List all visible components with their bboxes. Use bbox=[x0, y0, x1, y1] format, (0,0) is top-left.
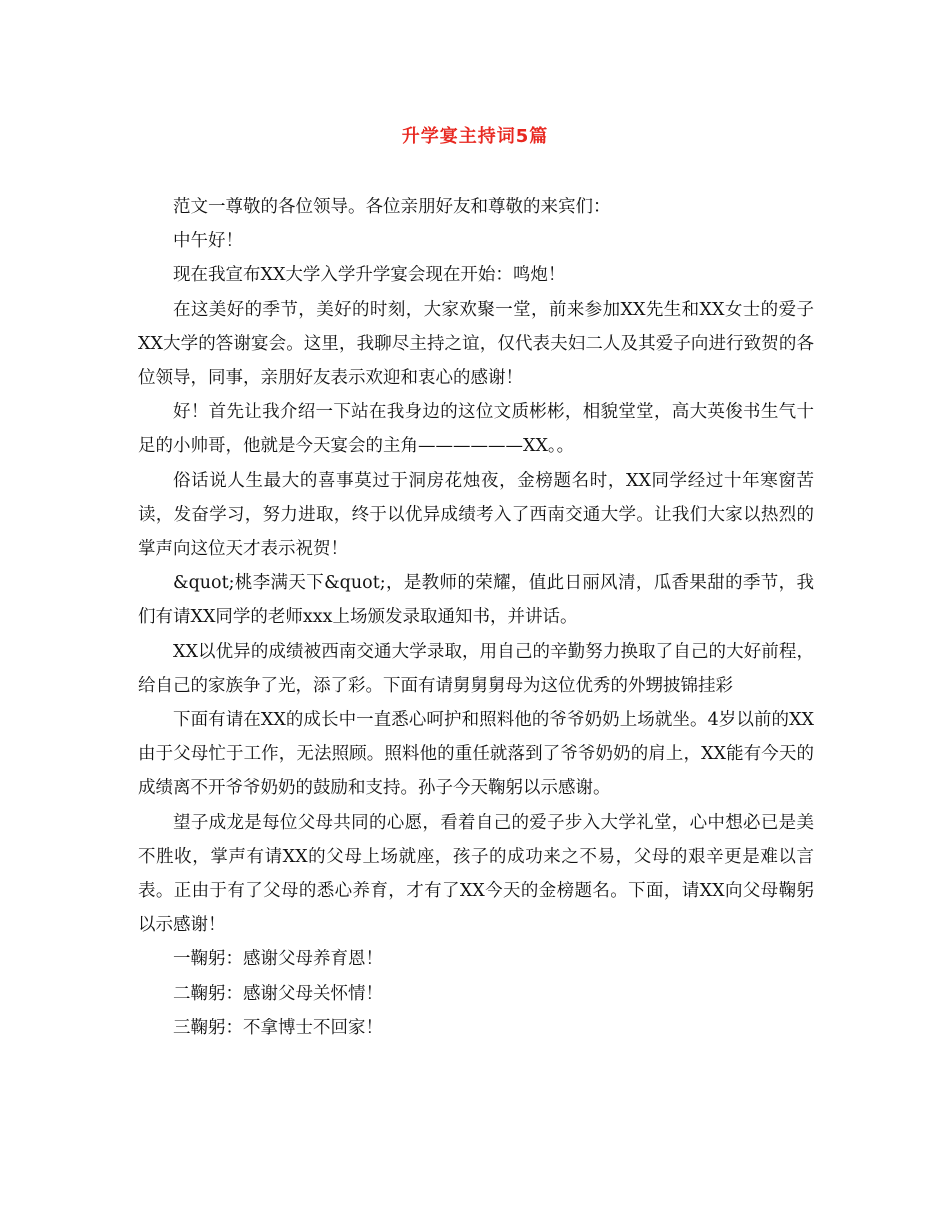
paragraph-welcome: 在这美好的季节，美好的时刻，大家欢聚一堂，前来参加XX先生和XX女士的爱子XX大学的答谢宴会。这里，我聊尽主持之谊，仅代表夫妇二人及其爱子向进行致贺的各位领导，同事，亲朋好友表示欢迎和衷心的感谢！ bbox=[138, 299, 814, 389]
paragraph-introduction: 好！首先让我介绍一下站在我身边的这位文质彬彬，相貌堂堂，高大英俊书生气十足的小帅哥，他就是今天宴会的主角——————XX。。 bbox=[138, 402, 814, 457]
paragraph-teacher: &quot;桃李满天下&quot;，是教师的荣耀，值此日丽风清，瓜香果甜的季节，我们有请XX同学的老师xxx上场颁发录取通知书，并讲话。 bbox=[138, 573, 814, 628]
paragraph-third-bow: 三鞠躬：不拿博士不回家！ bbox=[173, 1017, 383, 1038]
paragraph-grandparents: 下面有请在XX的成长中一直悉心呵护和照料他的爷爷奶奶上场就坐。4岁以前的XX由于父母忙于工作，无法照顾。照料他的重任就落到了爷爷奶奶的肩上，XX能有今天的成绩离不开爷爷奶奶的鼓励和支持。孙子今天鞠躬以示感谢。 bbox=[138, 710, 814, 799]
paragraph-parents: 望子成龙是每位父母共同的心愿，看着自己的爱子步入大学礼堂，心中想必已是美不胜收，掌声有请XX的父母上场就座，孩子的成功来之不易，父母的艰辛更是难以言表。正由于有了父母的悉心养育，才有了XX今天的金榜题名。下面，请XX向父母鞠躬以示感谢！ bbox=[138, 812, 814, 936]
paragraph-noon-greeting: 中午好！ bbox=[173, 231, 243, 252]
paragraph-uncle: XX以优异的成绩被西南交通大学录取，用自己的辛勤努力换取了自己的大好前程，给自己的家族争了光，添了彩。下面有请舅舅舅母为这位优秀的外甥披锦挂彩 bbox=[138, 641, 814, 696]
paragraph-first-bow: 一鞠躬：感谢父母养育恩！ bbox=[173, 949, 383, 970]
document-body bbox=[138, 190, 814, 1045]
paragraph-opening: 现在我宣布XX大学入学升学宴会现在开始：鸣炮！ bbox=[173, 265, 566, 286]
paragraph-congratulation: 俗话说人生最大的喜事莫过于洞房花烛夜，金榜题名时，XX同学经过十年寒窗苦读，发奋学习，努力进取，终于以优异成绩考入了西南交通大学。让我们大家以热烈的掌声向这位天才表示祝贺！ bbox=[138, 470, 814, 560]
document-title: 升学宴主持词5篇 bbox=[401, 126, 549, 147]
paragraph-second-bow: 二鞠躬：感谢父母关怀情！ bbox=[173, 983, 383, 1004]
paragraph-greeting: 范文一尊敬的各位领导。各位亲朋好友和尊敬的来宾们： bbox=[173, 197, 611, 217]
